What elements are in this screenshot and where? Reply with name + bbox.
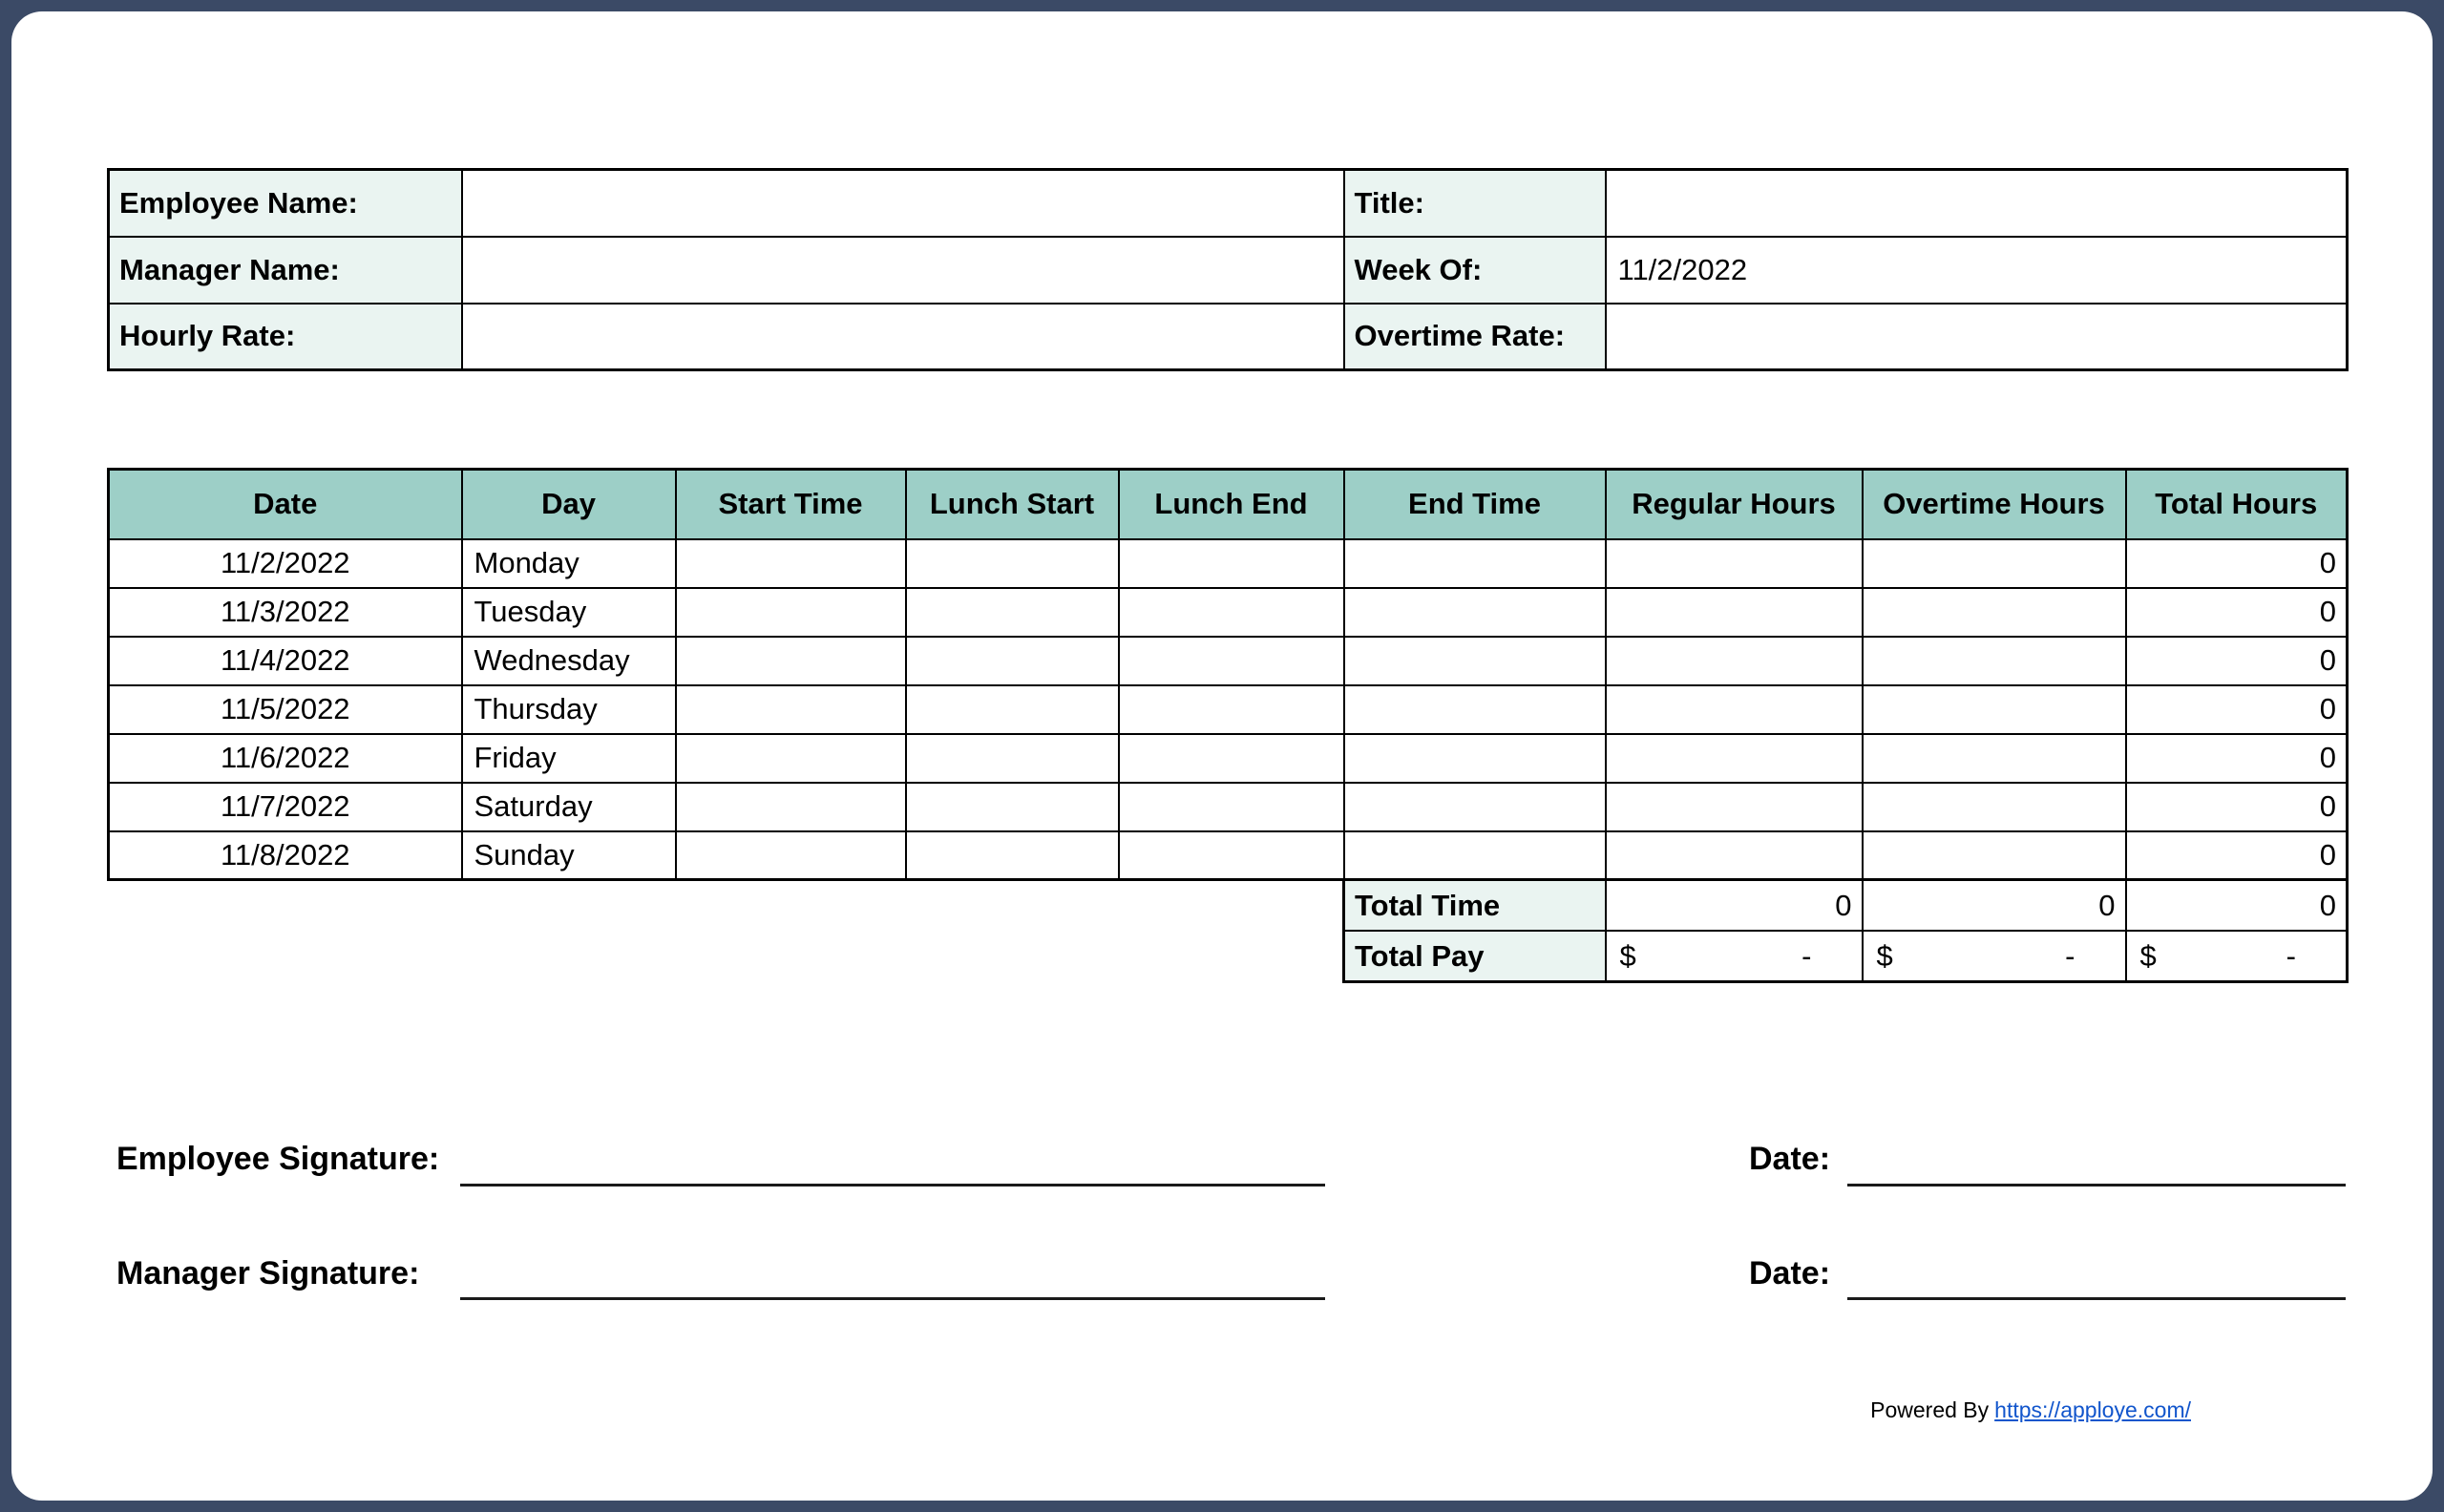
hourly-rate-label: Hourly Rate: (109, 304, 462, 370)
day-cell: Tuesday (462, 588, 676, 637)
info-row-2 (109, 237, 2348, 304)
overtime-hours-cell[interactable] (1863, 685, 2126, 734)
currency-symbol: $ (1876, 939, 1893, 973)
week-of-value[interactable]: 11/2/2022 (1606, 237, 2348, 304)
powered-by-text: Powered By (1870, 1397, 1990, 1422)
total-hours-cell: 0 (2126, 539, 2348, 588)
manager-name-value[interactable] (462, 237, 1344, 304)
total-time-overtime: 0 (1863, 880, 2126, 932)
end-time-cell[interactable] (1344, 539, 1606, 588)
title-value[interactable] (1606, 170, 2348, 237)
total-hours-cell: 0 (2126, 685, 2348, 734)
total-hours-cell: 0 (2126, 734, 2348, 783)
lunch-start-cell[interactable] (906, 685, 1119, 734)
totals-table (1342, 878, 2349, 983)
overtime-hours-cell[interactable] (1863, 831, 2126, 880)
employee-signature-line[interactable] (460, 1184, 1325, 1186)
week-of-label: Week Of: (1344, 237, 1606, 304)
regular-hours-cell[interactable] (1606, 588, 1863, 637)
timesheet-header-row (109, 470, 2348, 539)
timesheet-section (107, 468, 2346, 983)
total-pay-row (1344, 931, 2348, 982)
table-row (109, 783, 2348, 831)
overtime-hours-cell[interactable] (1863, 637, 2126, 685)
total-time-regular: 0 (1606, 880, 1863, 932)
regular-hours-cell[interactable] (1606, 637, 1863, 685)
end-time-cell[interactable] (1344, 783, 1606, 831)
end-time-cell[interactable] (1344, 734, 1606, 783)
header-regular-hours: Regular Hours (1606, 470, 1863, 539)
lunch-start-cell[interactable] (906, 783, 1119, 831)
day-cell: Friday (462, 734, 676, 783)
lunch-start-cell[interactable] (906, 637, 1119, 685)
employee-date-label: Date: (1749, 1141, 1831, 1177)
day-cell: Sunday (462, 831, 676, 880)
manager-signature-label: Manager Signature: (116, 1255, 420, 1292)
lunch-end-cell[interactable] (1119, 539, 1344, 588)
start-time-cell[interactable] (676, 734, 906, 783)
total-pay-regular (1606, 931, 1863, 982)
date-cell: 11/6/2022 (109, 734, 462, 783)
header-lunch-end: Lunch End (1119, 470, 1344, 539)
table-row (109, 637, 2348, 685)
regular-hours-cell[interactable] (1606, 734, 1863, 783)
end-time-cell[interactable] (1344, 685, 1606, 734)
header-day: Day (462, 470, 676, 539)
total-hours-cell: 0 (2126, 783, 2348, 831)
table-row (109, 831, 2348, 880)
total-pay-overtime (1863, 931, 2126, 982)
table-row (109, 685, 2348, 734)
manager-date-label: Date: (1749, 1255, 1831, 1292)
manager-date-line[interactable] (1847, 1297, 2346, 1300)
employee-signature-label: Employee Signature: (116, 1141, 440, 1177)
start-time-cell[interactable] (676, 783, 906, 831)
date-cell: 11/8/2022 (109, 831, 462, 880)
total-pay-total (2126, 931, 2348, 982)
total-time-label: Total Time (1344, 880, 1606, 932)
lunch-end-cell[interactable] (1119, 831, 1344, 880)
header-lunch-start: Lunch Start (906, 470, 1119, 539)
start-time-cell[interactable] (676, 831, 906, 880)
currency-symbol: $ (2139, 939, 2157, 973)
end-time-cell[interactable] (1344, 637, 1606, 685)
overtime-hours-cell[interactable] (1863, 539, 2126, 588)
date-cell: 11/2/2022 (109, 539, 462, 588)
regular-hours-cell[interactable] (1606, 783, 1863, 831)
table-row (109, 588, 2348, 637)
employee-name-value[interactable] (462, 170, 1344, 237)
total-hours-cell: 0 (2126, 588, 2348, 637)
table-row (109, 539, 2348, 588)
header-date: Date (109, 470, 462, 539)
lunch-end-cell[interactable] (1119, 637, 1344, 685)
date-cell: 11/3/2022 (109, 588, 462, 637)
regular-hours-cell[interactable] (1606, 831, 1863, 880)
lunch-end-cell[interactable] (1119, 734, 1344, 783)
regular-hours-cell[interactable] (1606, 539, 1863, 588)
end-time-cell[interactable] (1344, 588, 1606, 637)
start-time-cell[interactable] (676, 539, 906, 588)
header-start-time: Start Time (676, 470, 906, 539)
start-time-cell[interactable] (676, 637, 906, 685)
day-cell: Monday (462, 539, 676, 588)
date-cell: 11/7/2022 (109, 783, 462, 831)
pay-value: - (1801, 939, 1812, 973)
lunch-start-cell[interactable] (906, 539, 1119, 588)
date-cell: 11/4/2022 (109, 637, 462, 685)
employee-date-line[interactable] (1847, 1184, 2346, 1186)
timesheet-card (11, 11, 2433, 1501)
overtime-rate-value[interactable] (1606, 304, 2348, 370)
regular-hours-cell[interactable] (1606, 685, 1863, 734)
header-end-time: End Time (1344, 470, 1606, 539)
day-cell: Saturday (462, 783, 676, 831)
total-pay-label: Total Pay (1344, 931, 1606, 982)
pay-value: - (2286, 939, 2296, 973)
employee-name-label: Employee Name: (109, 170, 462, 237)
header-total-hours: Total Hours (2126, 470, 2348, 539)
info-row-1 (109, 170, 2348, 237)
lunch-end-cell[interactable] (1119, 588, 1344, 637)
lunch-start-cell[interactable] (906, 831, 1119, 880)
total-hours-cell: 0 (2126, 637, 2348, 685)
lunch-end-cell[interactable] (1119, 685, 1344, 734)
pay-value: - (2065, 939, 2075, 973)
timesheet-table (107, 468, 2349, 881)
employee-info-table (107, 168, 2349, 371)
start-time-cell[interactable] (676, 685, 906, 734)
total-time-row (1344, 880, 2348, 932)
manager-name-label: Manager Name: (109, 237, 462, 304)
lunch-start-cell[interactable] (906, 588, 1119, 637)
overtime-hours-cell[interactable] (1863, 734, 2126, 783)
overtime-hours-cell[interactable] (1863, 588, 2126, 637)
footer (1870, 1397, 2191, 1423)
hourly-rate-value[interactable] (462, 304, 1344, 370)
date-cell: 11/5/2022 (109, 685, 462, 734)
overtime-rate-label: Overtime Rate: (1344, 304, 1606, 370)
apploye-link[interactable]: https://apploye.com/ (1994, 1397, 2191, 1422)
lunch-end-cell[interactable] (1119, 783, 1344, 831)
header-overtime-hours: Overtime Hours (1863, 470, 2126, 539)
info-row-3 (109, 304, 2348, 370)
start-time-cell[interactable] (676, 588, 906, 637)
lunch-start-cell[interactable] (906, 734, 1119, 783)
day-cell: Wednesday (462, 637, 676, 685)
table-row (109, 734, 2348, 783)
end-time-cell[interactable] (1344, 831, 1606, 880)
total-time-total: 0 (2126, 880, 2348, 932)
title-label: Title: (1344, 170, 1606, 237)
overtime-hours-cell[interactable] (1863, 783, 2126, 831)
currency-symbol: $ (1619, 939, 1636, 973)
day-cell: Thursday (462, 685, 676, 734)
total-hours-cell: 0 (2126, 831, 2348, 880)
manager-signature-line[interactable] (460, 1297, 1325, 1300)
